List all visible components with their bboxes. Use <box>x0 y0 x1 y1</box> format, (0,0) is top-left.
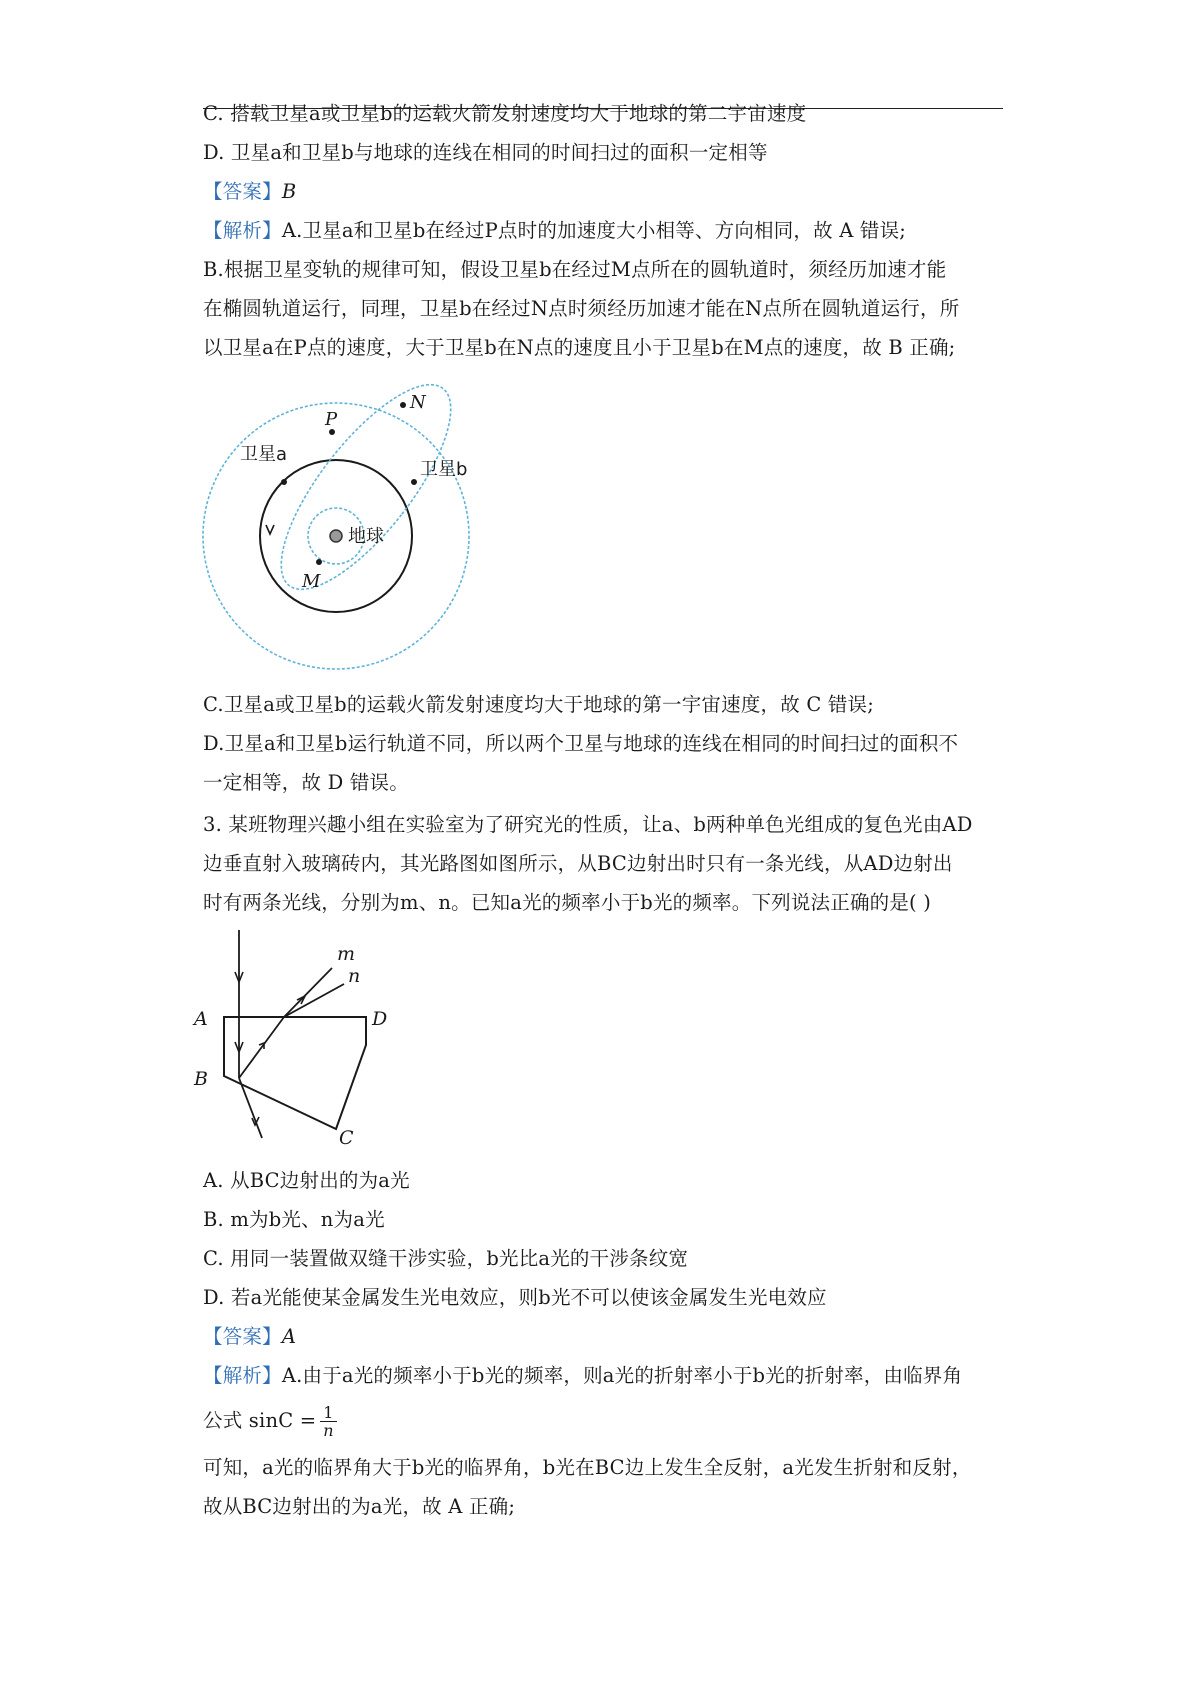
label-n: n <box>348 965 361 987</box>
label-satellite-a: 卫星a <box>240 444 288 465</box>
label-c: C <box>339 1127 354 1149</box>
analysis-tag: 【解析】 <box>203 1364 282 1387</box>
glass-prism <box>224 1017 366 1129</box>
ray-m <box>284 968 332 1017</box>
q3-formula <box>203 1404 337 1439</box>
formula-denominator: n <box>323 1421 334 1440</box>
orbit-diagram <box>196 392 486 692</box>
point-m <box>316 559 322 565</box>
q3-option-b: B. m为b光、n为a光 <box>203 1208 385 1231</box>
formula-fraction <box>320 1404 336 1439</box>
q2-answer <box>203 179 296 205</box>
q3-option-d: D. 若a光能使某金属发生光电效应，则b光不可以使该金属发生光电效应 <box>203 1286 827 1309</box>
answer-tag: 【答案】 <box>203 1325 282 1348</box>
q2-analysis-line3: 在椭圆轨道运行，同理，卫星b在经过N点时须经历加速才能在N点所在圆轨道运行，所 <box>203 297 960 320</box>
label-b: B <box>194 1068 208 1090</box>
q3-stem-line2: 边垂直射入玻璃砖内，其光路图如图所示，从BC边射出时只有一条光线，从AD边射出 <box>203 852 953 875</box>
label-m: M <box>302 571 321 592</box>
analysis-text: A.卫星a和卫星b在经过P点时的加速度大小相等、方向相同，故 A 错误; <box>281 219 907 242</box>
analysis-text: A.由于a光的频率小于b光的频率，则a光的折射率小于b光的折射率，由临界角 <box>281 1364 963 1387</box>
transfer-ellipse <box>254 361 479 613</box>
q3-stem-line1: 3. 某班物理兴趣小组在实验室为了研究光的性质，让a、b两种单色光组成的复色光由AD <box>203 813 973 836</box>
q2-analysis-line4: 以卫星a在P点的速度，大于卫星b在N点的速度且小于卫星b在M点的速度，故 B 正确; <box>203 336 956 359</box>
refracted-ray-bc <box>239 1078 262 1138</box>
label-p: P <box>325 409 338 430</box>
q2-option-d: D. 卫星a和卫星b与地球的连线在相同的时间扫过的面积一定相等 <box>203 141 768 164</box>
point-n <box>400 402 406 408</box>
label-a: A <box>194 1008 208 1030</box>
q3-option-a: A. 从BC边射出的为a光 <box>203 1169 410 1192</box>
q3-analysis-line4: 故从BC边射出的为a光，故 A 正确; <box>203 1495 516 1518</box>
ray-n <box>284 984 344 1017</box>
analysis-tag: 【解析】 <box>203 219 282 242</box>
q2-analysis-line2: B.根据卫星变轨的规律可知，假设卫星b在经过M点所在的圆轨道时，须经历加速才能 <box>203 258 947 281</box>
q2-analysis-line1 <box>203 218 906 244</box>
label-m: m <box>337 943 356 965</box>
prism-diagram <box>196 930 396 1150</box>
satellite-b-dot <box>411 479 417 485</box>
label-n: N <box>410 392 426 413</box>
q2-analysis-line7: 一定相等，故 D 错误。 <box>203 771 409 794</box>
q2-option-c: C. 搭载卫星a或卫星b的运载火箭发射速度均大于地球的第二宇宙速度 <box>203 102 807 125</box>
direction-arrow-icon <box>266 525 274 534</box>
label-satellite-b: 卫星b <box>420 459 468 480</box>
q3-analysis-line3: 可知，a光的临界角大于b光的临界角，b光在BC边上发生全反射，a光发生折射和反射， <box>203 1456 972 1479</box>
answer-tag: 【答案】 <box>203 180 282 203</box>
answer-value: A <box>281 1325 297 1348</box>
formula-numerator: 1 <box>320 1404 336 1422</box>
q3-stem-line3: 时有两条光线，分别为m、n。已知a光的频率小于b光的频率。下列说法正确的是( ) <box>203 891 932 914</box>
label-earth: 地球 <box>348 526 384 547</box>
q2-analysis-line6: D.卫星a和卫星b运行轨道不同，所以两个卫星与地球的连线在相同的时间扫过的面积不 <box>203 732 959 755</box>
formula-prefix: 公式 sinC = <box>203 1409 317 1432</box>
reflected-ray <box>239 1017 284 1078</box>
q2-analysis-line5: C.卫星a或卫星b的运载火箭发射速度均大于地球的第一宇宙速度，故 C 错误; <box>203 693 875 716</box>
answer-value: B <box>281 180 297 203</box>
q3-answer <box>203 1324 296 1350</box>
q3-option-c: C. 用同一装置做双缝干涉实验，b光比a光的干涉条纹宽 <box>203 1247 689 1270</box>
q3-analysis-line1 <box>203 1363 962 1389</box>
earth-icon <box>330 530 342 542</box>
satellite-a-dot <box>281 479 287 485</box>
label-d: D <box>372 1008 388 1030</box>
